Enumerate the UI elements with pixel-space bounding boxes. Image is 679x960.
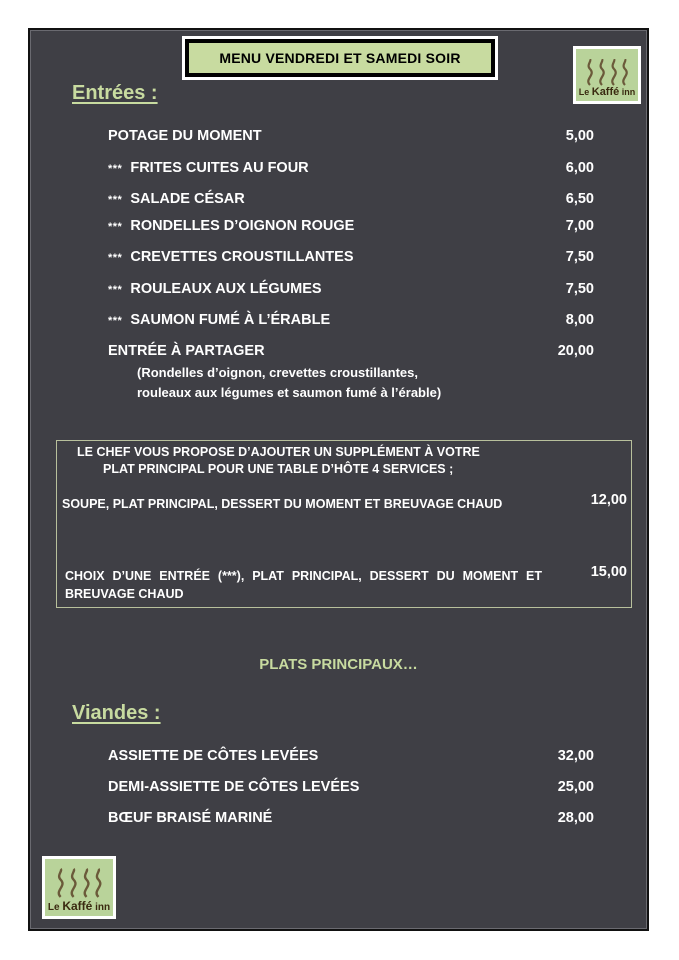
logo-name: Kaffé xyxy=(591,86,620,98)
item-name: ROULEAUX AUX LÉGUMES xyxy=(130,281,322,297)
item-price: 6,50 xyxy=(565,191,594,207)
item-stars: *** xyxy=(108,284,123,296)
item-stars: *** xyxy=(108,163,123,175)
item-name: RONDELLES D’OIGNON ROUGE xyxy=(130,218,355,234)
menu-page xyxy=(28,28,649,931)
supplement-box xyxy=(56,440,632,608)
entrees-heading: Entrées : xyxy=(72,82,158,104)
item-name: SAUMON FUMÉ À L’ÉRABLE xyxy=(130,312,331,328)
supplement-option-2: CHOIX D’UNE ENTRÉE (***), PLAT PRINCIPAL, DESSERT DU MOMENT ET BREUVAGE CHAUD xyxy=(65,569,542,601)
kaffe-inn-logo-top xyxy=(573,46,641,104)
share-desc-line: rouleaux aux légumes et saumon fumé à l’érable) xyxy=(137,385,442,400)
supplement-intro-line: PLAT PRINCIPAL POUR UNE TABLE D’HÔTE 4 SERVICES ; xyxy=(103,462,454,476)
supplement-option-1-price: 12,00 xyxy=(590,492,627,508)
item-stars: *** xyxy=(108,194,123,206)
menu-title-box xyxy=(182,36,498,80)
item-price: 5,00 xyxy=(565,128,594,144)
item-price: 7,50 xyxy=(565,249,594,265)
share-desc-line: (Rondelles d’oignon, crevettes croustillantes, xyxy=(137,365,419,380)
share-description xyxy=(137,363,441,403)
item-price: 20,00 xyxy=(557,343,594,359)
viandes-heading: Viandes : xyxy=(72,702,161,724)
logo-prefix: Le xyxy=(47,902,60,913)
item-stars: *** xyxy=(108,315,123,327)
item-name: DEMI-ASSIETTE DE CÔTES LEVÉES xyxy=(108,779,360,795)
supplement-option-2-price: 15,00 xyxy=(590,564,627,580)
steam-icon xyxy=(52,868,106,900)
item-price: 25,00 xyxy=(557,779,594,795)
item-price: 7,00 xyxy=(565,218,594,234)
logo-prefix: Le xyxy=(578,87,590,97)
menu-title: MENU VENDREDI ET SAMEDI SOIR xyxy=(188,42,492,74)
item-name: SALADE CÉSAR xyxy=(130,191,245,207)
item-name: ENTRÉE À PARTAGER xyxy=(108,343,265,359)
supplement-option-1: SOUPE, PLAT PRINCIPAL, DESSERT DU MOMENT ET BREUVAGE CHAUD xyxy=(62,497,503,511)
item-price: 28,00 xyxy=(557,810,594,826)
item-stars: *** xyxy=(108,221,123,233)
item-name: POTAGE DU MOMENT xyxy=(108,128,262,144)
kaffe-inn-logo-bottom xyxy=(42,856,116,919)
supplement-intro-line: LE CHEF VOUS PROPOSE D’AJOUTER UN SUPPLÉMENT À VOTRE xyxy=(77,445,480,459)
item-price: 7,50 xyxy=(565,281,594,297)
item-name: CREVETTES CROUSTILLANTES xyxy=(130,249,354,265)
logo-suffix: inn xyxy=(95,902,111,913)
item-stars: *** xyxy=(108,252,123,264)
item-price: 6,00 xyxy=(565,160,594,176)
item-price: 8,00 xyxy=(565,312,594,328)
steam-icon xyxy=(582,59,632,87)
item-name: ASSIETTE DE CÔTES LEVÉES xyxy=(108,748,319,764)
logo-name: Kaffé xyxy=(62,899,93,913)
item-price: 32,00 xyxy=(557,748,594,764)
logo-suffix: inn xyxy=(621,87,636,97)
item-name: BŒUF BRAISÉ MARINÉ xyxy=(108,810,273,826)
plats-principaux-heading: PLATS PRINCIPAUX… xyxy=(259,656,418,673)
item-name: FRITES CUITES AU FOUR xyxy=(130,160,309,176)
